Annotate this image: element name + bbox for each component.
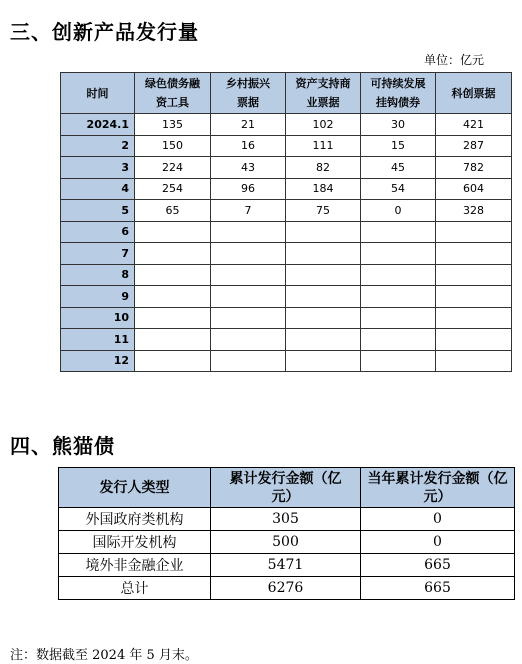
table-row [61, 200, 512, 222]
amount-cell: 305 [211, 508, 361, 531]
value-cell: 30 [361, 114, 436, 136]
section-3-title: 三、创新产品发行量 [10, 20, 199, 44]
month-cell: 5 [61, 200, 135, 222]
table-row [61, 114, 512, 136]
value-cell: 604 [436, 178, 512, 200]
header-ytd-label: 当年累计发行金额（亿元） [367, 470, 508, 505]
value-cell [211, 329, 286, 351]
table-row [59, 531, 515, 554]
unit-label: 单位：亿元 [424, 53, 485, 67]
issuer-type-cell: 外国政府类机构 [59, 508, 211, 531]
value-cell [436, 264, 512, 286]
table-header-row [59, 468, 515, 508]
issuer-type-cell: 总计 [59, 577, 211, 600]
footnote: 注：数据截至 2024 年 5 月末。 [10, 648, 198, 663]
value-cell [361, 350, 436, 372]
innovative-products-table [60, 72, 512, 372]
value-cell: 782 [436, 157, 512, 179]
table-row [61, 221, 512, 243]
value-cell: 150 [135, 135, 211, 157]
value-cell: 43 [211, 157, 286, 179]
value-cell [286, 243, 361, 265]
value-cell [135, 329, 211, 351]
value-cell [211, 286, 286, 308]
value-cell: 184 [286, 178, 361, 200]
value-cell [286, 350, 361, 372]
value-cell [135, 221, 211, 243]
table-row [59, 554, 515, 577]
table-row [61, 178, 512, 200]
value-cell [361, 307, 436, 329]
value-cell [286, 329, 361, 351]
value-cell [436, 307, 512, 329]
month-cell: 9 [61, 286, 135, 308]
table-row [59, 577, 515, 600]
panda-bond-table [58, 467, 515, 600]
header-issuer-type: 发行人类型 [59, 468, 211, 508]
value-cell [436, 350, 512, 372]
value-cell [211, 243, 286, 265]
value-cell [135, 243, 211, 265]
amount-cell: 0 [361, 531, 515, 554]
header-rural-label: 乡村振兴票据 [226, 77, 270, 109]
value-cell [135, 264, 211, 286]
table-row [61, 135, 512, 157]
value-cell [286, 286, 361, 308]
value-cell [286, 307, 361, 329]
value-cell: 96 [211, 178, 286, 200]
month-cell: 3 [61, 157, 135, 179]
value-cell [211, 307, 286, 329]
value-cell: 82 [286, 157, 361, 179]
header-green-debt [135, 73, 211, 114]
value-cell: 15 [361, 135, 436, 157]
value-cell [135, 350, 211, 372]
value-cell: 16 [211, 135, 286, 157]
header-slb-label: 可持续发展挂钩债券 [370, 77, 426, 109]
month-cell: 11 [61, 329, 135, 351]
value-cell: 224 [135, 157, 211, 179]
value-cell [436, 329, 512, 351]
value-cell [211, 350, 286, 372]
month-cell: 6 [61, 221, 135, 243]
value-cell: 45 [361, 157, 436, 179]
header-cumulative-label: 累计发行金额（亿元） [229, 470, 342, 505]
value-cell: 111 [286, 135, 361, 157]
month-cell: 10 [61, 307, 135, 329]
table-row [61, 157, 512, 179]
value-cell [286, 264, 361, 286]
value-cell [361, 221, 436, 243]
table-row [61, 243, 512, 265]
header-cumulative-amount [211, 468, 361, 508]
value-cell: 54 [361, 178, 436, 200]
amount-cell: 6276 [211, 577, 361, 600]
value-cell [436, 243, 512, 265]
value-cell: 102 [286, 114, 361, 136]
amount-cell: 0 [361, 508, 515, 531]
value-cell: 254 [135, 178, 211, 200]
month-cell: 2024.1 [61, 114, 135, 136]
value-cell [211, 221, 286, 243]
value-cell [211, 264, 286, 286]
header-ytd-amount [361, 468, 515, 508]
value-cell: 75 [286, 200, 361, 222]
table-row [59, 508, 515, 531]
value-cell: 65 [135, 200, 211, 222]
table-row [61, 307, 512, 329]
table-row [61, 329, 512, 351]
value-cell [361, 329, 436, 351]
value-cell: 135 [135, 114, 211, 136]
month-cell: 7 [61, 243, 135, 265]
amount-cell: 665 [361, 577, 515, 600]
section-4-title: 四、熊猫债 [10, 434, 115, 458]
month-cell: 12 [61, 350, 135, 372]
table-row [61, 264, 512, 286]
value-cell [361, 286, 436, 308]
value-cell: 21 [211, 114, 286, 136]
value-cell [135, 286, 211, 308]
header-rural-revitalization [211, 73, 286, 114]
header-time: 时间 [61, 73, 135, 114]
month-cell: 4 [61, 178, 135, 200]
value-cell: 0 [361, 200, 436, 222]
issuer-type-cell: 国际开发机构 [59, 531, 211, 554]
value-cell: 328 [436, 200, 512, 222]
header-slb [361, 73, 436, 114]
issuer-type-cell: 境外非金融企业 [59, 554, 211, 577]
table-row [61, 286, 512, 308]
amount-cell: 665 [361, 554, 515, 577]
value-cell [361, 264, 436, 286]
amount-cell: 500 [211, 531, 361, 554]
value-cell [286, 221, 361, 243]
header-abcp-label: 资产支持商业票据 [295, 77, 351, 109]
header-scitech: 科创票据 [436, 73, 512, 114]
amount-cell: 5471 [211, 554, 361, 577]
table-header-row [61, 73, 512, 114]
month-cell: 8 [61, 264, 135, 286]
value-cell [436, 221, 512, 243]
value-cell [135, 307, 211, 329]
value-cell: 7 [211, 200, 286, 222]
value-cell [361, 243, 436, 265]
header-green-debt-label: 绿色债务融资工具 [145, 77, 200, 109]
value-cell: 287 [436, 135, 512, 157]
month-cell: 2 [61, 135, 135, 157]
header-abcp [286, 73, 361, 114]
table-row [61, 350, 512, 372]
value-cell: 421 [436, 114, 512, 136]
value-cell [436, 286, 512, 308]
